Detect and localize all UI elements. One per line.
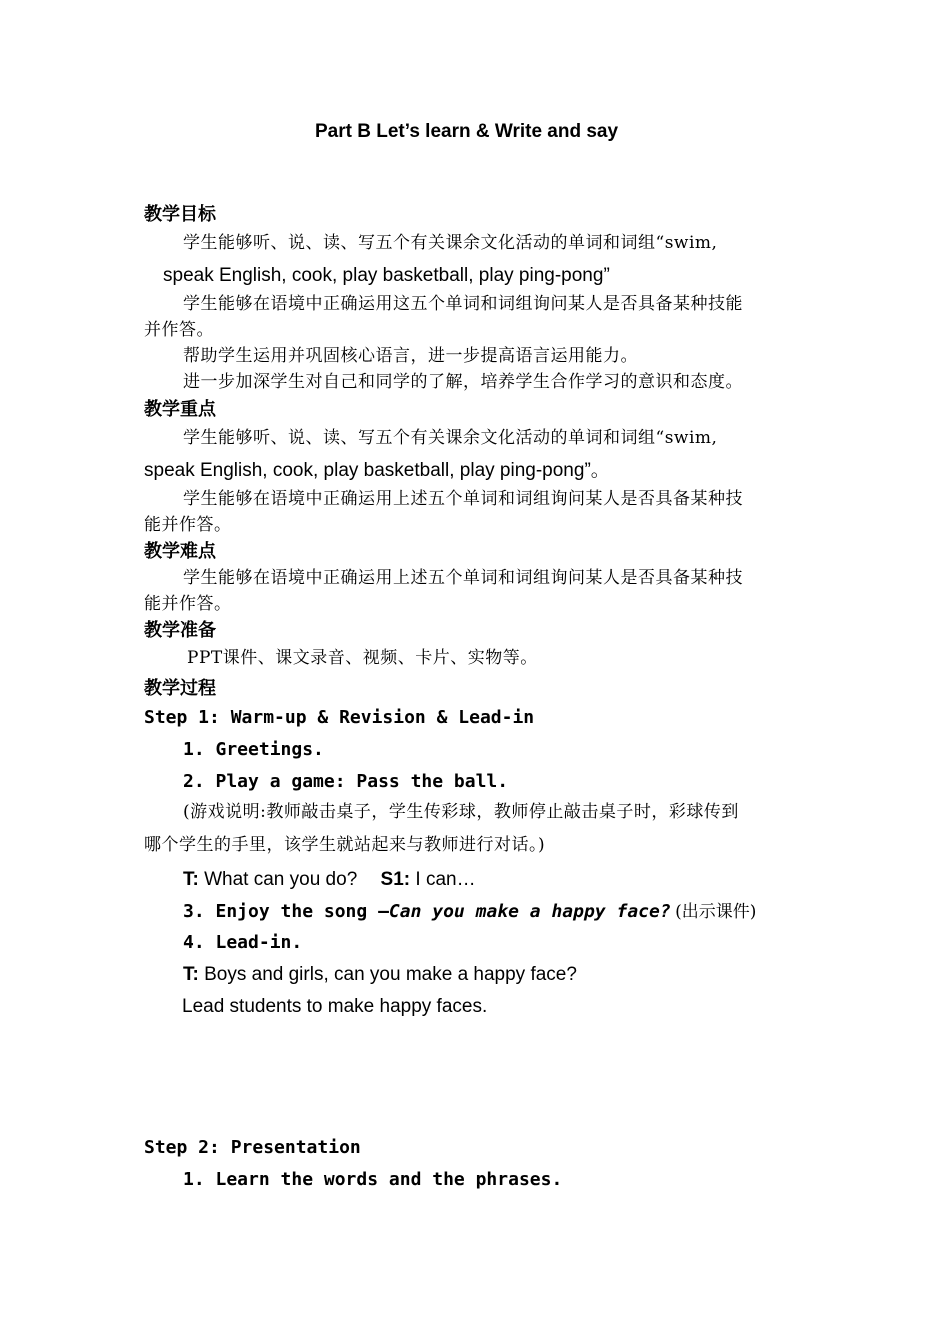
step1-title: Step 1: Warm-up & Revision & Lead-in [144, 707, 535, 728]
key-points-item2-line2: 能并作答。 [144, 515, 232, 535]
dialog-student-text: I can… [415, 869, 476, 890]
difficulties-line1: 学生能够在语境中正确运用上述五个单词和词组询问某人是否具备某种技 [183, 568, 743, 588]
page-title: Part B Let’s learn & Write and say [315, 121, 619, 142]
key-points-item1-cn: 学生能够听、说、读、写五个有关课余文化活动的单词和词组“swim, [183, 428, 718, 448]
goals-item3: 帮助学生运用并巩固核心语言，进一步提高语言运用能力。 [183, 346, 638, 366]
song-title: Can you make a happy face? [388, 901, 671, 922]
key-points-item2-line1: 学生能够在语境中正确运用上述五个单词和词组询问某人是否具备某种技 [183, 489, 743, 509]
step1-item3-prefix: 3. Enjoy the song — [183, 901, 389, 922]
step2-item1: 1. Learn the words and the phrases. [183, 1169, 563, 1190]
step1-lead-dialog [183, 965, 577, 984]
step1-item1: 1. Greetings. [183, 739, 324, 760]
goals-item1-cn: 学生能够听、说、读、写五个有关课余文化活动的单词和词组“swim, [183, 233, 718, 253]
step1-lead-text: Lead students to make happy faces. [182, 996, 488, 1017]
goals-item2-line1: 学生能够在语境中正确运用这五个单词和词组询问某人是否具备某种技能 [183, 294, 743, 314]
preparation-heading: 教学准备 [144, 620, 216, 641]
dialog-student-label: S1: [380, 869, 411, 890]
difficulties-heading: 教学难点 [144, 541, 216, 562]
lead-teacher-text: Boys and girls, can you make a happy face? [204, 964, 577, 985]
step1-item4: 4. Lead-in. [183, 932, 303, 953]
step1-note-line1: (游戏说明:教师敲击桌子，学生传彩球，教师停止敲击桌子时，彩球传到 [183, 802, 739, 822]
lead-teacher-label: T: [183, 964, 199, 985]
process-heading: 教学过程 [144, 678, 216, 699]
step1-dialog [183, 870, 476, 889]
preparation-text: PPT课件、课文录音、视频、卡片、实物等。 [187, 648, 538, 668]
key-points-heading: 教学重点 [144, 399, 216, 420]
dialog-teacher-text: What can you do? [204, 869, 358, 890]
step1-note-line2: 哪个学生的手里，该学生就站起来与教师进行对话。) [144, 835, 546, 855]
goals-item2-line2: 并作答。 [144, 320, 214, 340]
goals-heading: 教学目标 [144, 204, 216, 225]
dialog-teacher-label: T: [183, 869, 199, 890]
step2-title: Step 2: Presentation [144, 1137, 361, 1158]
step1-item3 [183, 902, 756, 921]
difficulties-line2: 能并作答。 [144, 594, 232, 614]
step1-item3-note: (出示课件) [675, 902, 757, 922]
goals-item1-en: speak English, cook, play basketball, play ping-pong” [163, 265, 610, 286]
key-points-item1-en: speak English, cook, play basketball, play ping-pong”。 [144, 460, 610, 481]
step1-item2: 2. Play a game: Pass the ball. [183, 771, 509, 792]
goals-item4: 进一步加深学生对自己和同学的了解，培养学生合作学习的意识和态度。 [183, 372, 743, 392]
